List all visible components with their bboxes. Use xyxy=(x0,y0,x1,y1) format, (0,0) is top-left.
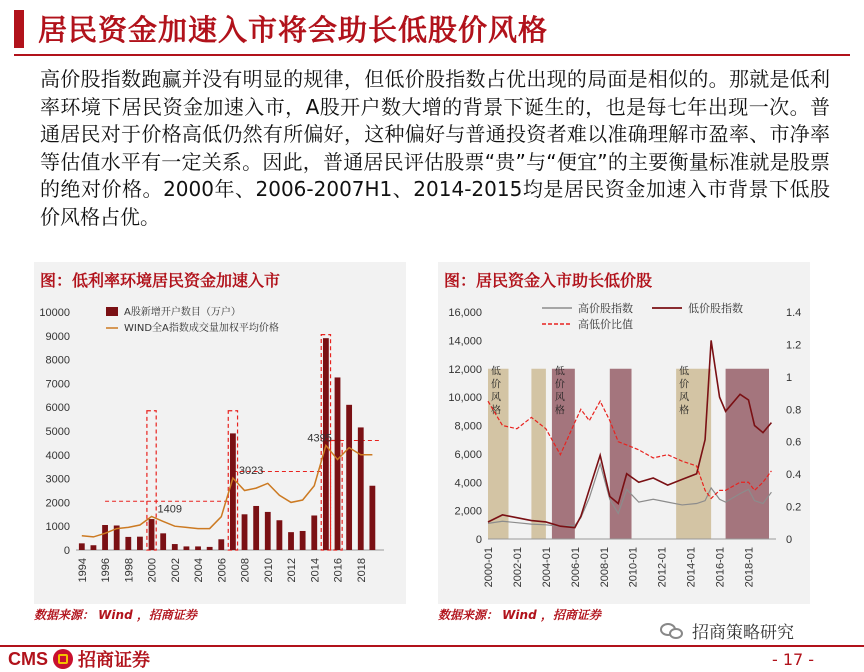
left-chart-panel xyxy=(34,262,406,604)
bar-new-accounts xyxy=(300,531,306,550)
y2-tick-label: 1.4 xyxy=(786,307,802,319)
bar-new-accounts xyxy=(346,405,352,550)
logo-cms-text: CMS xyxy=(8,648,48,669)
bar-new-accounts xyxy=(125,537,131,550)
y2-tick-label: 1 xyxy=(786,371,793,384)
bar-new-accounts xyxy=(253,506,259,550)
legend-swatch-bar xyxy=(106,307,118,316)
bar-new-accounts xyxy=(242,514,248,550)
y-tick-label: 12,000 xyxy=(448,363,482,376)
x-tick-label: 2012-01 xyxy=(656,547,669,588)
x-tick-label: 2002-01 xyxy=(511,547,524,588)
y-tick-label: 5000 xyxy=(45,426,70,438)
band-label-char: 风 xyxy=(491,392,501,404)
bar-new-accounts xyxy=(195,546,201,550)
bar-new-accounts xyxy=(91,545,97,550)
y-tick-label: 2000 xyxy=(45,497,70,510)
bar-new-accounts xyxy=(184,546,190,550)
wechat-account-name: 招商策略研究 xyxy=(692,623,794,643)
y-tick-label: 7000 xyxy=(45,378,70,391)
left-chart-source: 数据来源： Wind ，招商证券 xyxy=(34,608,197,622)
x-tick-label: 2018 xyxy=(355,558,368,583)
company-logo xyxy=(8,648,150,670)
y-tick-label: 8,000 xyxy=(454,420,482,433)
left-chart-svg xyxy=(34,262,406,604)
y2-tick-label: 0.6 xyxy=(786,436,802,449)
bar-new-accounts xyxy=(369,486,375,550)
y-tick-label: 6000 xyxy=(45,402,70,415)
x-tick-label: 1994 xyxy=(76,558,89,583)
x-tick-label: 2010 xyxy=(262,558,275,583)
left-chart-title: 图：低利率环境居民资金加速入市 xyxy=(40,271,281,290)
x-tick-label: 2012 xyxy=(286,558,299,583)
bar-new-accounts xyxy=(276,520,282,550)
y-tick-label: 6,000 xyxy=(454,448,482,461)
band-label-char: 价 xyxy=(491,379,501,391)
title-divider xyxy=(14,54,850,56)
x-tick-label: 1996 xyxy=(100,558,113,583)
y-tick-label: 8000 xyxy=(45,354,70,367)
y2-tick-label: 0.4 xyxy=(786,469,802,482)
legend-label-high: 高价股指数 xyxy=(578,302,633,315)
bar-new-accounts xyxy=(102,525,108,550)
bar-new-accounts xyxy=(218,539,224,550)
y-tick-label: 10,000 xyxy=(448,392,482,405)
bar-new-accounts xyxy=(265,512,271,550)
x-tick-label: 2018-01 xyxy=(743,547,756,588)
style-band xyxy=(610,369,632,539)
y2-tick-label: 0.2 xyxy=(786,501,802,514)
y-tick-label: 16,000 xyxy=(448,307,482,319)
wechat-icon xyxy=(660,621,686,641)
logo-cn-text: 招商证券 xyxy=(78,650,150,671)
y-tick-label: 14,000 xyxy=(448,335,482,348)
y-tick-label: 0 xyxy=(63,545,70,557)
band-label-char: 价 xyxy=(554,379,565,391)
x-tick-label: 2008-01 xyxy=(598,547,611,588)
page-number: - 17 - xyxy=(772,650,815,669)
x-tick-label: 2010-01 xyxy=(627,547,640,588)
bar-new-accounts xyxy=(335,377,341,550)
x-tick-label: 2014 xyxy=(309,558,322,583)
legend-label-line: WIND全A指数成交量加权平均价格 xyxy=(124,323,279,334)
bar-new-accounts xyxy=(160,533,166,550)
style-band xyxy=(531,369,545,539)
y-tick-label: 10000 xyxy=(39,307,70,319)
band-label-char: 低 xyxy=(679,366,690,378)
right-chart-svg xyxy=(438,262,810,604)
right-chart-panel xyxy=(438,262,810,604)
legend-label-low: 低价股指数 xyxy=(688,302,743,315)
x-tick-label: 2002 xyxy=(169,558,182,583)
band-label-char: 格 xyxy=(491,405,501,417)
right-chart-title: 图：居民资金入市助长低价股 xyxy=(444,271,653,290)
bar-new-accounts xyxy=(311,515,317,550)
x-tick-label: 2004 xyxy=(193,558,206,583)
bar-new-accounts xyxy=(149,519,155,550)
bar-new-accounts xyxy=(137,537,143,550)
logo-mark-icon xyxy=(53,649,73,669)
wechat-watermark xyxy=(660,618,794,643)
y-tick-label: 2,000 xyxy=(454,505,482,518)
x-tick-label: 2004-01 xyxy=(540,547,553,588)
x-tick-label: 2006-01 xyxy=(569,547,582,588)
title-bar xyxy=(0,0,864,60)
y-tick-label: 1000 xyxy=(45,521,70,534)
x-tick-label: 2000 xyxy=(146,558,159,583)
x-tick-label: 2008 xyxy=(239,558,252,583)
bar-new-accounts xyxy=(288,532,294,550)
y-tick-label: 0 xyxy=(475,534,482,546)
x-tick-label: 2016 xyxy=(332,558,345,583)
y-tick-label: 4000 xyxy=(45,449,70,462)
y2-tick-label: 1.2 xyxy=(786,339,802,352)
band-label-char: 格 xyxy=(679,405,690,417)
data-label: 3023 xyxy=(238,465,264,478)
bar-new-accounts xyxy=(79,543,85,550)
band-label-char: 低 xyxy=(491,366,501,378)
body-paragraph: 高价股指数跑赢并没有明显的规律，但低价股指数占优出现的局面是相似的。那就是低利率环境下居民资金加速入市，A股开户数大增的背景下诞生的，也是每七年出现一次。普通居民对于价格高低仍然有所偏好，这种偏好与普通投资者难以准确理解市盈率、市净率等估值水平有一定关系。因此，普通居民评估股票“贵”与“便宜”的主要衡量标准就是股票的绝对价格。2000年、2006-2007H1、2014-2015均是居民资金加速入市背景下低股价风格占优。 xyxy=(40,67,830,229)
bar-new-accounts xyxy=(207,547,213,550)
bar-new-accounts xyxy=(230,433,236,550)
y-tick-label: 9000 xyxy=(45,330,70,343)
y-tick-label: 4,000 xyxy=(454,477,482,490)
x-tick-label: 2016-01 xyxy=(714,547,727,588)
x-tick-label: 2006 xyxy=(216,558,229,583)
bar-new-accounts xyxy=(172,544,178,550)
x-tick-label: 1998 xyxy=(123,558,136,583)
band-label-char: 格 xyxy=(554,405,565,417)
band-label-char: 低 xyxy=(554,366,565,378)
band-label-char: 风 xyxy=(554,392,565,404)
band-label-char: 价 xyxy=(679,379,690,391)
right-chart-source: 数据来源： Wind ，招商证券 xyxy=(438,608,601,622)
style-band xyxy=(726,369,769,539)
legend-label-bar: A股新增开户数目（万户） xyxy=(124,307,241,318)
y2-tick-label: 0.8 xyxy=(786,404,802,417)
bar-new-accounts xyxy=(358,427,364,550)
y-tick-label: 3000 xyxy=(45,473,70,486)
page-title: 居民资金加速入市将会助长低股价风格 xyxy=(38,13,549,47)
title-accent-bar xyxy=(14,10,24,48)
data-label: 1409 xyxy=(157,503,183,516)
band-label-char: 风 xyxy=(679,392,690,404)
data-label: 4395 xyxy=(307,432,332,445)
y2-tick-label: 0 xyxy=(786,534,793,546)
x-tick-label: 2000-01 xyxy=(483,547,495,588)
legend-label-ratio: 高低价比值 xyxy=(578,318,633,331)
x-tick-label: 2014-01 xyxy=(685,547,698,588)
